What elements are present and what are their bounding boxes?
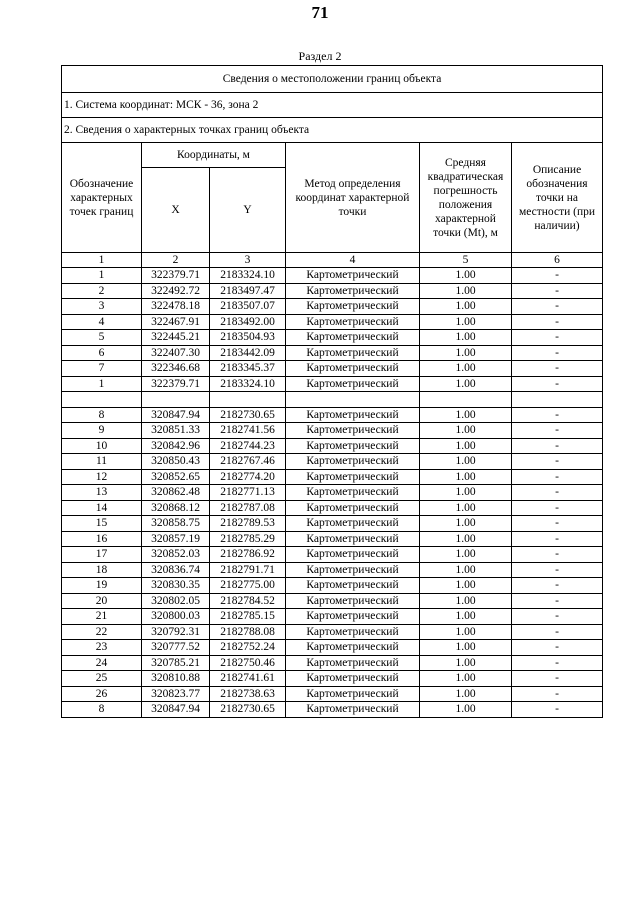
x-coordinate-cell: 320792.31 — [142, 624, 210, 640]
description-cell: - — [512, 376, 603, 392]
table-row — [62, 407, 603, 423]
description-cell: - — [512, 500, 603, 516]
method-cell: Картометрический — [286, 593, 420, 609]
method-cell: Картометрический — [286, 454, 420, 470]
y-coordinate-cell: 2182767.46 — [210, 454, 286, 470]
description-cell: - — [512, 593, 603, 609]
accuracy-cell: 1.00 — [420, 671, 512, 687]
accuracy-cell: 1.00 — [420, 547, 512, 563]
point-number-cell: 2 — [62, 283, 142, 299]
description-cell: - — [512, 345, 603, 361]
method-cell: Картометрический — [286, 268, 420, 284]
y-coordinate-cell: 2183324.10 — [210, 376, 286, 392]
table-row — [62, 640, 603, 656]
table-row — [62, 609, 603, 625]
description-cell: - — [512, 314, 603, 330]
method-cell: Картометрический — [286, 531, 420, 547]
x-coordinate-cell: 320785.21 — [142, 655, 210, 671]
y-coordinate-cell: 2182791.71 — [210, 562, 286, 578]
method-cell: Картометрический — [286, 407, 420, 423]
x-coordinate-cell: 320810.88 — [142, 671, 210, 687]
x-coordinate-cell: 320847.94 — [142, 702, 210, 718]
x-coordinate-cell: 320850.43 — [142, 454, 210, 470]
y-coordinate-cell: 2182752.24 — [210, 640, 286, 656]
x-coordinate-cell: 320802.05 — [142, 593, 210, 609]
description-cell: - — [512, 578, 603, 594]
method-cell: Картометрический — [286, 283, 420, 299]
description-cell: - — [512, 283, 603, 299]
x-coordinate-cell: 320836.74 — [142, 562, 210, 578]
description-cell: - — [512, 640, 603, 656]
header-designation: Обозначение характерных точек границ — [62, 143, 142, 253]
section-title: Раздел 2 — [298, 49, 342, 63]
description-cell: - — [512, 624, 603, 640]
x-coordinate-cell: 320830.35 — [142, 578, 210, 594]
point-number-cell: 9 — [62, 423, 142, 439]
y-coordinate-cell: 2182730.65 — [210, 702, 286, 718]
description-cell: - — [512, 562, 603, 578]
x-coordinate-cell: 322346.68 — [142, 361, 210, 377]
x-coordinate-cell: 320862.48 — [142, 485, 210, 501]
x-coordinate-cell: 322445.21 — [142, 330, 210, 346]
x-coordinate-cell: 322478.18 — [142, 299, 210, 315]
table-row — [62, 299, 603, 315]
point-number-cell: 15 — [62, 516, 142, 532]
column-number: 5 — [420, 253, 512, 268]
table-row — [62, 686, 603, 702]
table-row — [62, 314, 603, 330]
y-coordinate-cell: 2182730.65 — [210, 407, 286, 423]
y-coordinate-cell: 2183507.07 — [210, 299, 286, 315]
point-number-cell: 10 — [62, 438, 142, 454]
table-row — [62, 578, 603, 594]
accuracy-cell: 1.00 — [420, 268, 512, 284]
y-coordinate-cell: 2182738.63 — [210, 686, 286, 702]
y-coordinate-cell: 2182771.13 — [210, 485, 286, 501]
table-row — [62, 624, 603, 640]
column-numbers-row — [62, 253, 603, 268]
description-cell: - — [512, 516, 603, 532]
y-coordinate-cell: 2182787.08 — [210, 500, 286, 516]
x-coordinate-cell: 322492.72 — [142, 283, 210, 299]
point-number-cell: 20 — [62, 593, 142, 609]
method-cell: Картометрический — [286, 345, 420, 361]
table-row — [62, 469, 603, 485]
accuracy-cell: 1.00 — [420, 314, 512, 330]
accuracy-cell: 1.00 — [420, 361, 512, 377]
accuracy-cell: 1.00 — [420, 593, 512, 609]
y-coordinate-cell: 2182788.08 — [210, 624, 286, 640]
method-cell: Картометрический — [286, 299, 420, 315]
accuracy-cell: 1.00 — [420, 531, 512, 547]
point-number-cell: 4 — [62, 314, 142, 330]
table-row — [62, 562, 603, 578]
header-x: X — [142, 168, 210, 253]
description-cell: - — [512, 469, 603, 485]
description-cell: - — [512, 268, 603, 284]
table-row — [62, 268, 603, 284]
x-coordinate-cell — [142, 392, 210, 408]
x-coordinate-cell: 322467.91 — [142, 314, 210, 330]
method-cell: Картометрический — [286, 361, 420, 377]
table-row — [62, 655, 603, 671]
accuracy-cell: 1.00 — [420, 438, 512, 454]
table-row — [62, 671, 603, 687]
header-method: Метод определения координат характерной точки — [286, 143, 420, 253]
description-cell: - — [512, 686, 603, 702]
point-number-cell: 6 — [62, 345, 142, 361]
table-row — [62, 376, 603, 392]
point-number-cell: 24 — [62, 655, 142, 671]
point-number-cell: 19 — [62, 578, 142, 594]
point-number-cell: 5 — [62, 330, 142, 346]
block-title: Сведения о местоположении границ объекта — [62, 66, 603, 93]
x-coordinate-cell: 320847.94 — [142, 407, 210, 423]
y-coordinate-cell: 2183345.37 — [210, 361, 286, 377]
accuracy-cell: 1.00 — [420, 655, 512, 671]
accuracy-cell: 1.00 — [420, 578, 512, 594]
method-cell: Картометрический — [286, 671, 420, 687]
method-cell: Картометрический — [286, 485, 420, 501]
description-cell: - — [512, 438, 603, 454]
x-coordinate-cell: 320857.19 — [142, 531, 210, 547]
accuracy-cell — [420, 392, 512, 408]
description-cell: - — [512, 361, 603, 377]
point-number-cell: 1 — [62, 268, 142, 284]
method-cell: Картометрический — [286, 562, 420, 578]
table-row — [62, 547, 603, 563]
method-cell: Картометрический — [286, 500, 420, 516]
y-coordinate-cell: 2182741.56 — [210, 423, 286, 439]
table-row — [62, 531, 603, 547]
table-row — [62, 500, 603, 516]
y-coordinate-cell — [210, 392, 286, 408]
column-number: 4 — [286, 253, 420, 268]
y-coordinate-cell: 2182786.92 — [210, 547, 286, 563]
x-coordinate-cell: 320851.33 — [142, 423, 210, 439]
y-coordinate-cell: 2183324.10 — [210, 268, 286, 284]
x-coordinate-cell: 320852.65 — [142, 469, 210, 485]
description-cell: - — [512, 547, 603, 563]
accuracy-cell: 1.00 — [420, 407, 512, 423]
method-cell: Картометрический — [286, 547, 420, 563]
accuracy-cell: 1.00 — [420, 345, 512, 361]
y-coordinate-cell: 2183504.93 — [210, 330, 286, 346]
point-number-cell: 12 — [62, 469, 142, 485]
method-cell: Картометрический — [286, 314, 420, 330]
table-row — [62, 454, 603, 470]
table-row — [62, 516, 603, 532]
method-cell: Картометрический — [286, 640, 420, 656]
description-cell: - — [512, 655, 603, 671]
description-cell: - — [512, 702, 603, 718]
method-cell: Картометрический — [286, 686, 420, 702]
coordinate-system: 1. Система координат: МСК - 36, зона 2 — [62, 93, 603, 118]
table-row — [62, 423, 603, 439]
method-cell: Картометрический — [286, 330, 420, 346]
accuracy-cell: 1.00 — [420, 562, 512, 578]
method-cell: Картометрический — [286, 469, 420, 485]
accuracy-cell: 1.00 — [420, 702, 512, 718]
point-number-cell: 17 — [62, 547, 142, 563]
header-accuracy: Средняя квадратическая погрешность положения характерной точки (Mt), м — [420, 143, 512, 253]
boundary-points-table — [61, 65, 603, 718]
x-coordinate-cell: 320800.03 — [142, 609, 210, 625]
accuracy-cell: 1.00 — [420, 500, 512, 516]
y-coordinate-cell: 2182784.52 — [210, 593, 286, 609]
method-cell: Картометрический — [286, 423, 420, 439]
description-cell: - — [512, 531, 603, 547]
column-number: 1 — [62, 253, 142, 268]
point-number-cell: 8 — [62, 407, 142, 423]
accuracy-cell: 1.00 — [420, 299, 512, 315]
accuracy-cell: 1.00 — [420, 469, 512, 485]
x-coordinate-cell: 320868.12 — [142, 500, 210, 516]
table-row — [62, 593, 603, 609]
y-coordinate-cell: 2182750.46 — [210, 655, 286, 671]
method-cell: Картометрический — [286, 609, 420, 625]
accuracy-cell: 1.00 — [420, 423, 512, 439]
x-coordinate-cell: 320842.96 — [142, 438, 210, 454]
accuracy-cell: 1.00 — [420, 330, 512, 346]
header-coordinates: Координаты, м — [142, 143, 286, 168]
y-coordinate-cell: 2183492.00 — [210, 314, 286, 330]
point-number-cell: 3 — [62, 299, 142, 315]
y-coordinate-cell: 2183442.09 — [210, 345, 286, 361]
point-number-cell: 7 — [62, 361, 142, 377]
point-number-cell: 26 — [62, 686, 142, 702]
method-cell: Картометрический — [286, 702, 420, 718]
method-cell: Картометрический — [286, 438, 420, 454]
x-coordinate-cell: 320852.03 — [142, 547, 210, 563]
point-number-cell: 21 — [62, 609, 142, 625]
header-description: Описание обозначения точки на местности (при наличии) — [512, 143, 603, 253]
y-coordinate-cell: 2183497.47 — [210, 283, 286, 299]
table-row — [62, 361, 603, 377]
y-coordinate-cell: 2182785.15 — [210, 609, 286, 625]
description-cell — [512, 392, 603, 408]
x-coordinate-cell: 322407.30 — [142, 345, 210, 361]
header-y: Y — [210, 168, 286, 253]
point-number-cell: 13 — [62, 485, 142, 501]
table-row — [62, 438, 603, 454]
point-number-cell: 14 — [62, 500, 142, 516]
y-coordinate-cell: 2182741.61 — [210, 671, 286, 687]
method-cell: Картометрический — [286, 624, 420, 640]
description-cell: - — [512, 485, 603, 501]
point-number-cell: 23 — [62, 640, 142, 656]
description-cell: - — [512, 423, 603, 439]
accuracy-cell: 1.00 — [420, 454, 512, 470]
table-row — [62, 283, 603, 299]
accuracy-cell: 1.00 — [420, 376, 512, 392]
y-coordinate-cell: 2182785.29 — [210, 531, 286, 547]
y-coordinate-cell: 2182775.00 — [210, 578, 286, 594]
x-coordinate-cell: 320777.52 — [142, 640, 210, 656]
table-row — [62, 702, 603, 718]
method-cell: Картометрический — [286, 655, 420, 671]
table-row — [62, 485, 603, 501]
accuracy-cell: 1.00 — [420, 640, 512, 656]
accuracy-cell: 1.00 — [420, 516, 512, 532]
characteristic-points-title: 2. Сведения о характерных точках границ объекта — [62, 118, 603, 143]
page-number: 71 — [311, 3, 329, 22]
y-coordinate-cell: 2182789.53 — [210, 516, 286, 532]
method-cell: Картометрический — [286, 516, 420, 532]
accuracy-cell: 1.00 — [420, 686, 512, 702]
table-row — [62, 345, 603, 361]
x-coordinate-cell: 322379.71 — [142, 376, 210, 392]
x-coordinate-cell: 320823.77 — [142, 686, 210, 702]
y-coordinate-cell: 2182744.23 — [210, 438, 286, 454]
point-number-cell: 18 — [62, 562, 142, 578]
method-cell: Картометрический — [286, 578, 420, 594]
method-cell — [286, 392, 420, 408]
point-number-cell: 25 — [62, 671, 142, 687]
point-number-cell — [62, 392, 142, 408]
column-number: 6 — [512, 253, 603, 268]
method-cell: Картометрический — [286, 376, 420, 392]
y-coordinate-cell: 2182774.20 — [210, 469, 286, 485]
point-number-cell: 1 — [62, 376, 142, 392]
accuracy-cell: 1.00 — [420, 609, 512, 625]
description-cell: - — [512, 330, 603, 346]
point-number-cell: 16 — [62, 531, 142, 547]
description-cell: - — [512, 671, 603, 687]
column-number: 2 — [142, 253, 210, 268]
description-cell: - — [512, 407, 603, 423]
table-row — [62, 330, 603, 346]
point-number-cell: 8 — [62, 702, 142, 718]
point-number-cell: 11 — [62, 454, 142, 470]
accuracy-cell: 1.00 — [420, 624, 512, 640]
x-coordinate-cell: 322379.71 — [142, 268, 210, 284]
description-cell: - — [512, 454, 603, 470]
column-number: 3 — [210, 253, 286, 268]
description-cell: - — [512, 609, 603, 625]
x-coordinate-cell: 320858.75 — [142, 516, 210, 532]
separator-row — [62, 392, 603, 408]
accuracy-cell: 1.00 — [420, 283, 512, 299]
point-number-cell: 22 — [62, 624, 142, 640]
description-cell: - — [512, 299, 603, 315]
accuracy-cell: 1.00 — [420, 485, 512, 501]
